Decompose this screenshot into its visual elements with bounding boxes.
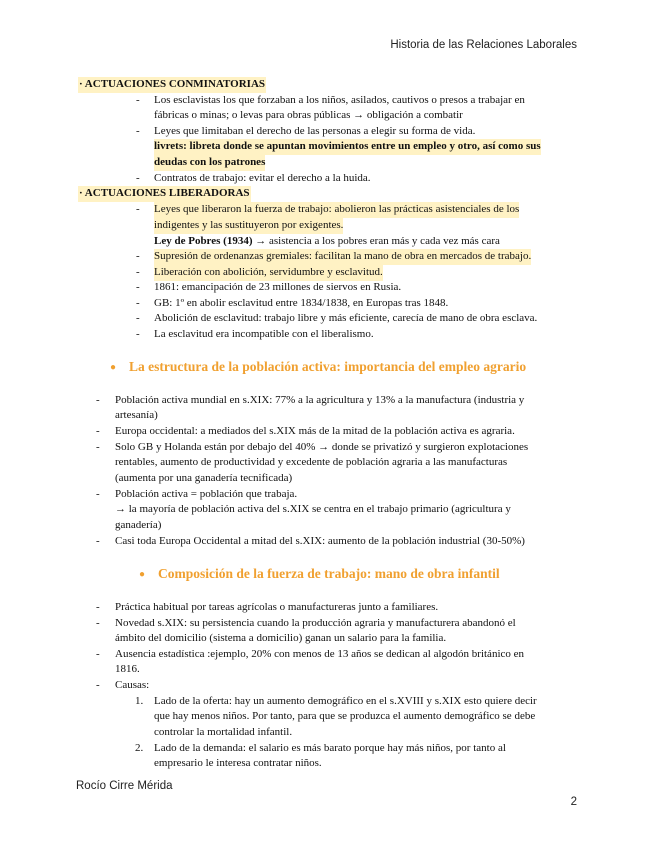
- numbered-marker: 1.: [135, 695, 144, 707]
- list-item: Causas:: [115, 679, 150, 691]
- list-item: Europa occidental: a mediados del s.XIX más de la mitad de la población activa es agraria.: [115, 425, 515, 437]
- bullet-dash: -: [136, 266, 140, 278]
- list-item: Población activa = población que trabaja.: [115, 488, 298, 500]
- bullet-dash: -: [136, 203, 140, 215]
- list-item-note: [154, 234, 500, 250]
- list-item-highlight: Supresión de ordenanzas gremiales: facilitan la mano de obra en mercados de trabajo.: [154, 249, 531, 265]
- bullet-dash: -: [96, 488, 100, 500]
- section-title-text: Composición de la fuerza de trabajo: mano de obra infantil: [158, 566, 500, 581]
- numbered-item: Lado de la demanda: el salario es más barato porque hay más niños, por tanto al: [154, 742, 506, 754]
- bullet-dash: -: [136, 297, 140, 309]
- bullet-dash: -: [136, 250, 140, 262]
- list-item: Práctica habitual por tareas agrícolas o manufactureras junto a familiares.: [115, 601, 439, 613]
- list-item-continuation: fábricas o minas; o levas para obras públicas → obligación a combatir: [154, 109, 463, 121]
- bullet-dash: -: [96, 441, 100, 453]
- bullet-dash: -: [136, 125, 140, 137]
- bullet-dash: -: [96, 679, 100, 691]
- list-item-continuation: 1816.: [115, 663, 140, 675]
- section-title-poblacion-activa: [110, 359, 527, 375]
- list-item-continuation: → la mayoría de población activa del s.XIX se centra en el trabajo primario (agricultura y: [115, 503, 511, 515]
- bullet-dash: -: [96, 648, 100, 660]
- bullet-dash: -: [96, 601, 100, 613]
- list-item-highlight: livrets: libreta donde se apuntan movimientos entre un empleo y otro, así como sus: [154, 139, 541, 155]
- list-item: Los esclavistas los que forzaban a los niños, asilados, cautivos o presos a trabajar en: [154, 94, 525, 106]
- footer-author: Rocío Cirre Mérida: [76, 780, 173, 792]
- list-item-continuation: ganadería): [115, 519, 162, 531]
- bullet-dot-icon: ●: [139, 569, 146, 580]
- list-item-continuation: (aumenta por una ganadería tecnificada): [115, 472, 293, 484]
- list-item-highlight: deudas con los patrones: [154, 155, 265, 171]
- bullet-dash: -: [96, 617, 100, 629]
- ley-de-pobres-label: Ley de Pobres (1934): [154, 235, 253, 247]
- list-item: Contratos de trabajo: evitar el derecho a la huida.: [154, 172, 371, 184]
- ley-de-pobres-text: → asistencia a los pobres eran más y cada vez más cara: [252, 235, 500, 247]
- list-item-highlight: indigentes y las sustituyeron por exigentes.: [154, 218, 343, 234]
- numbered-marker: 2.: [135, 742, 144, 754]
- numbered-item-continuation: que hay menos niños. Por tanto, para que se produzca el aumento demográfico se debe: [154, 710, 536, 722]
- section-title-fuerza-de-trabajo: [139, 566, 500, 582]
- bullet-dash: -: [96, 535, 100, 547]
- list-item: Novedad s.XIX: su persistencia cuando la producción agraria y manufacturera abandonó el: [115, 617, 516, 629]
- list-item-continuation: ámbito del domicilio (sistema a domicilio) ganan un salario para la familia.: [115, 632, 447, 644]
- bullet-dash: -: [136, 312, 140, 324]
- list-item: Leyes que limitaban el derecho de las personas a elegir su forma de vida.: [154, 125, 476, 137]
- bullet-dash: -: [136, 281, 140, 293]
- list-item: Casi toda Europa Occidental a mitad del s.XIX: aumento de la población industrial (30-50%): [115, 535, 525, 547]
- section-heading-conminatorias: · ACTUACIONES CONMINATORIAS: [78, 77, 266, 93]
- page-number: 2: [570, 796, 577, 808]
- numbered-item-continuation: empresario le interesa contratar niños.: [154, 757, 322, 769]
- list-item: Población activa mundial en s.XIX: 77% a la agricultura y 13% a la manufactura (industria y: [115, 394, 525, 406]
- section-heading-liberadoras: · ACTUACIONES LIBERADORAS: [78, 186, 251, 202]
- list-item: Solo GB y Holanda están por debajo del 40% → donde se privatizó y surgieron explotaciones: [115, 441, 529, 453]
- list-item: Ausencia estadística :ejemplo, 20% con menos de 13 años se dedican al algodón británico en: [115, 648, 525, 660]
- bullet-dash: -: [136, 328, 140, 340]
- page-header: Historia de las Relaciones Laborales: [390, 39, 577, 51]
- numbered-item: Lado de la oferta: hay un aumento demográfico en el s.XVIII y s.XIX esto quiere decir: [154, 695, 537, 707]
- list-item-continuation: artesanía): [115, 409, 158, 421]
- bullet-dash: -: [96, 394, 100, 406]
- list-item: Abolición de esclavitud: trabajo libre y más eficiente, carecía de mano de obra esclava.: [154, 312, 538, 324]
- bullet-dash: -: [136, 172, 140, 184]
- bullet-dash: -: [96, 425, 100, 437]
- list-item: La esclavitud era incompatible con el liberalismo.: [154, 328, 374, 340]
- section-title-text: La estructura de la población activa: importancia del empleo agrario: [129, 359, 527, 374]
- bullet-dot-icon: ●: [110, 362, 117, 373]
- numbered-item-continuation: controlar la mortalidad infantil.: [154, 726, 293, 738]
- list-item-highlight: Liberación con abolición, servidumbre y esclavitud.: [154, 265, 383, 281]
- list-item: GB: 1º en abolir esclavitud entre 1834/1838, en Europas tras 1848.: [154, 297, 449, 309]
- list-item: 1861: emancipación de 23 millones de siervos en Rusia.: [154, 281, 402, 293]
- list-item-highlight: Leyes que liberaron la fuerza de trabajo: abolieron las prácticas asistenciales de los: [154, 202, 519, 218]
- bullet-dash: -: [136, 94, 140, 106]
- list-item-continuation: rentables, aumento de productividad y excedente de población agraria a las manufacturas: [115, 456, 508, 468]
